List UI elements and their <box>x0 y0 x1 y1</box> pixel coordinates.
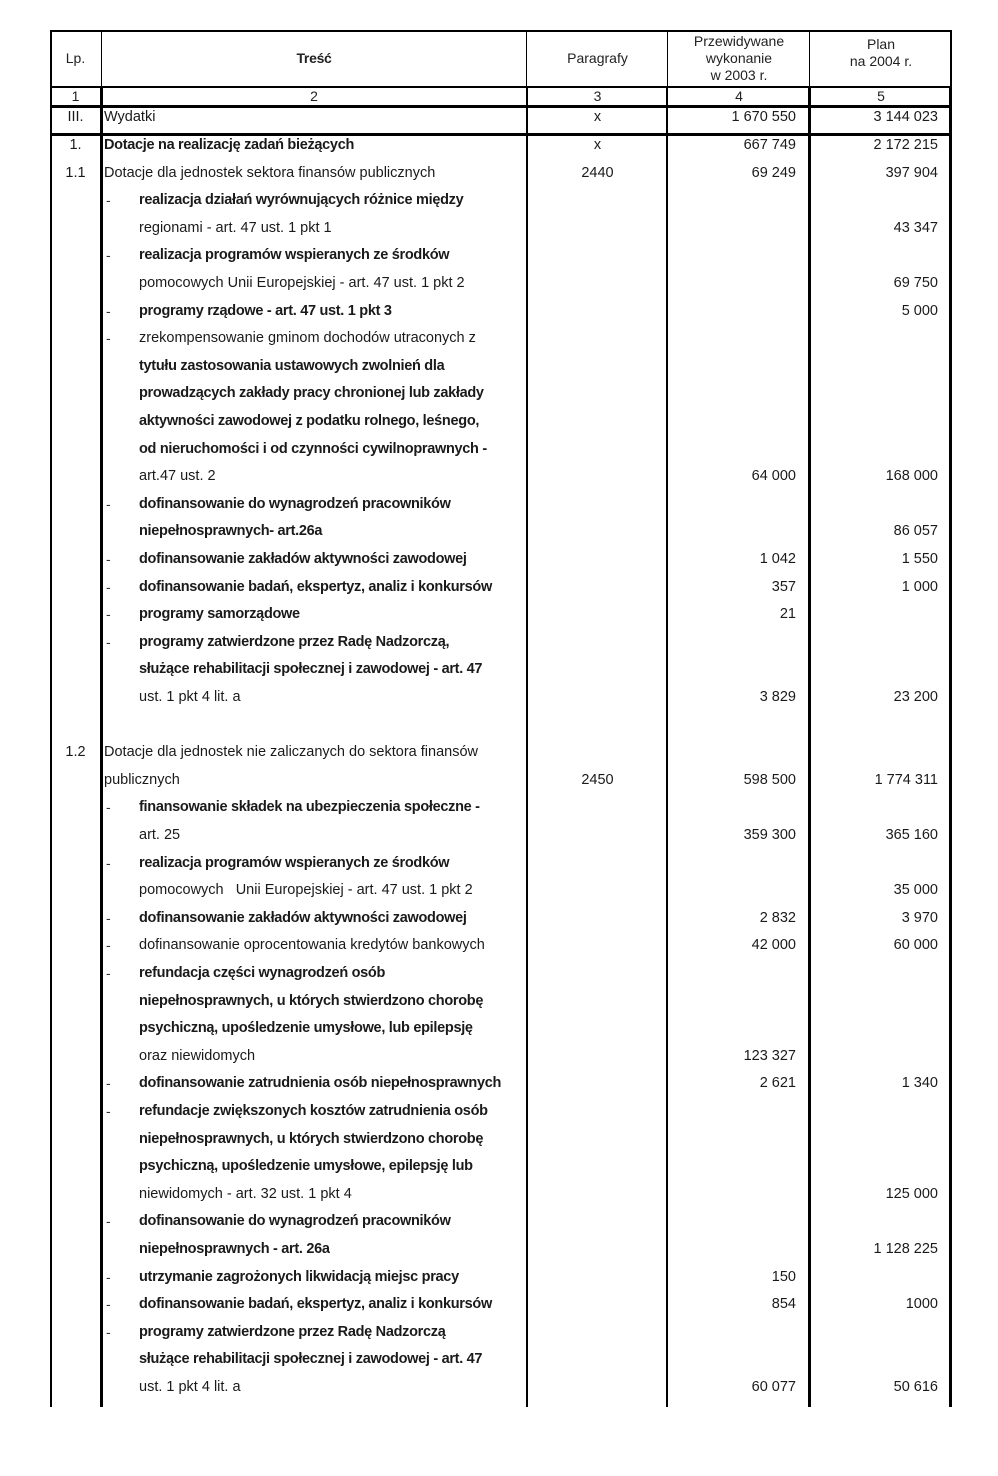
row-text-line: dofinansowanie do wynagrodzeń pracowników <box>139 495 451 512</box>
row-text-line: od nieruchomości i od czynności cywilnoprawnych - <box>139 440 487 457</box>
colnum-3: 3 <box>593 88 602 104</box>
bullet-dash: - <box>106 799 111 816</box>
row-wykonanie-2003: 69 249 <box>751 164 796 181</box>
row-wykonanie-2003: 1 670 550 <box>731 109 796 125</box>
row-text-line: programy zatwierdzone przez Radę Nadzorczą, <box>139 633 450 650</box>
bullet-dash: - <box>106 606 111 623</box>
header-plan <box>810 30 952 76</box>
row-plan-2004: 23 200 <box>893 689 938 705</box>
row-wykonanie-2003: 2 621 <box>759 1075 796 1092</box>
row-text-line: Wydatki <box>104 109 156 125</box>
header-plan-line1: Plan <box>866 36 896 52</box>
col-border-1-header <box>101 30 102 87</box>
bullet-dash: - <box>106 1323 111 1340</box>
row-text-line: dofinansowanie zatrudnienia osób niepełnosprawnych <box>139 1075 502 1092</box>
header-bottom-border <box>50 86 952 88</box>
row-wykonanie-2003: 667 749 <box>743 137 796 153</box>
row-wykonanie-2003: 1 042 <box>759 551 796 567</box>
header-przewidywane-wykonanie <box>668 30 810 87</box>
row-plan-2004: 1 128 225 <box>873 1241 938 1257</box>
row-plan-2004: 69 750 <box>893 275 938 291</box>
row-plan-2004: 397 904 <box>885 164 938 181</box>
row-text-line: realizacja programów wspieranych ze środków <box>139 854 450 871</box>
row-paragraf: x <box>593 137 602 153</box>
row-text-line: niepełnosprawnych, u których stwierdzono chorobę <box>139 1130 484 1147</box>
row-text-line: oraz niewidomych <box>139 1047 256 1064</box>
bullet-dash: - <box>106 965 111 981</box>
row-text-line: art. 25 <box>139 827 181 843</box>
col-border-0 <box>50 87 52 1407</box>
row-text-line: dofinansowanie do wynagrodzeń pracowników <box>139 1213 451 1230</box>
bullet-dash: - <box>106 302 111 319</box>
row-wykonanie-2003: 2 832 <box>759 909 796 926</box>
row-text-line: zrekompensowanie gminom dochodów utraconych z <box>139 330 476 347</box>
row-text-line: realizacja programów wspieranych ze środków <box>139 247 450 264</box>
row-text-line: Dotacje na realizację zadań bieżących <box>104 137 355 153</box>
bullet-dash: - <box>106 551 111 567</box>
row-wykonanie-2003: 359 300 <box>743 827 796 843</box>
col-border-1 <box>100 87 103 1407</box>
row-paragraf: 2450 <box>581 771 614 788</box>
row-text-line: dofinansowanie badań, ekspertyz, analiz i konkursów <box>139 1296 492 1313</box>
header-lp: Lp. <box>65 50 86 66</box>
row-text-line: dofinansowanie zakładów aktywności zawodowej <box>139 551 467 567</box>
row-wykonanie-2003: 357 <box>771 578 796 595</box>
bullet-dash: - <box>106 1103 111 1119</box>
row-iii-bottom-border <box>50 133 952 136</box>
row-plan-2004: 1 000 <box>901 578 938 595</box>
row-wykonanie-2003: 21 <box>779 606 796 623</box>
col-border-5 <box>949 87 952 1407</box>
row-plan-2004: 3 144 023 <box>873 109 938 125</box>
row-plan-2004: 1 340 <box>901 1075 938 1092</box>
row-text-line: pomocowych Unii Europejskiej - art. 47 ust. 1 pkt 2 <box>139 275 465 291</box>
row-plan-2004: 1 550 <box>901 551 938 567</box>
row-text-line: refundacja części wynagrodzeń osób <box>139 965 386 981</box>
bullet-dash: - <box>106 578 111 595</box>
row-wykonanie-2003: 123 327 <box>743 1047 796 1064</box>
colnum-1: 1 <box>71 88 80 104</box>
row-plan-2004: 1000 <box>905 1296 938 1313</box>
header-przewidywane-line1: Przewidywane <box>693 33 785 49</box>
row-text-line: programy zatwierdzone przez Radę Nadzorczą <box>139 1323 446 1340</box>
row-plan-2004: 35 000 <box>893 882 938 899</box>
row-plan-2004: 60 000 <box>893 937 938 954</box>
row-text-line: regionami - art. 47 ust. 1 pkt 1 <box>139 219 332 236</box>
row-text-line: ust. 1 pkt 4 lit. a <box>139 689 241 705</box>
row-text-line: refundacje zwiększonych kosztów zatrudnienia osób <box>139 1103 488 1119</box>
row-text-line: Dotacje dla jednostek nie zaliczanych do sektora finansów <box>104 744 478 761</box>
row-text-line: psychiczną, upośledzenie umysłowe, epilepsję lub <box>139 1158 473 1175</box>
col-border-3-header <box>667 30 668 87</box>
header-paragrafy: Paragrafy <box>567 50 628 66</box>
row-wykonanie-2003: 854 <box>771 1296 796 1313</box>
row-plan-2004: 2 172 215 <box>873 137 938 153</box>
row-text-line: niepełnosprawnych - art. 26a <box>139 1241 330 1257</box>
col-border-4 <box>808 87 811 1407</box>
colnum-2: 2 <box>310 88 318 104</box>
row-plan-2004: 125 000 <box>885 1185 938 1202</box>
row-lp: 1.2 <box>65 744 86 761</box>
col-border-4-header <box>809 30 810 87</box>
bullet-dash: - <box>106 495 111 512</box>
row-text-line: niepełnosprawnych, u których stwierdzono chorobę <box>139 992 484 1009</box>
row-text-line: tytułu zastosowania ustawowych zwolnień dla <box>139 357 445 374</box>
bullet-dash: - <box>106 247 111 264</box>
row-wykonanie-2003: 150 <box>771 1268 796 1285</box>
row-plan-2004: 50 616 <box>893 1379 938 1395</box>
row-paragraf: 2440 <box>581 164 614 181</box>
bullet-dash: - <box>106 192 111 209</box>
row-text-line: służące rehabilitacji społecznej i zawodowej - art. 47 <box>139 1351 483 1368</box>
header-przewidywane-line2: wykonanie <box>705 50 773 66</box>
row-wykonanie-2003: 3 829 <box>759 689 796 705</box>
row-text-line: publicznych <box>104 771 180 788</box>
row-text-line: dofinansowanie badań, ekspertyz, analiz i konkursów <box>139 578 492 595</box>
row-wykonanie-2003: 42 000 <box>751 937 796 954</box>
bullet-dash: - <box>106 1268 111 1285</box>
col-border-2-header <box>526 30 527 87</box>
row-wykonanie-2003: 64 000 <box>751 468 796 485</box>
row-text-line: programy samorządowe <box>139 606 300 623</box>
row-plan-2004: 43 347 <box>893 219 938 236</box>
row-text-line: dofinansowanie oprocentowania kredytów bankowych <box>139 937 485 954</box>
bullet-dash: - <box>106 1075 111 1092</box>
col-border-2 <box>526 87 528 1407</box>
header-przewidywane-line3: w 2003 r. <box>710 67 768 83</box>
row-text-line: utrzymanie zagrożonych likwidacją miejsc pracy <box>139 1268 459 1285</box>
row-wykonanie-2003: 598 500 <box>743 771 796 788</box>
row-text-line: niewidomych - art. 32 ust. 1 pkt 4 <box>139 1185 352 1202</box>
row-plan-2004: 1 774 311 <box>874 771 938 788</box>
row-plan-2004: 5 000 <box>901 302 938 319</box>
row-plan-2004: 3 970 <box>901 909 938 926</box>
bullet-dash: - <box>106 937 111 954</box>
row-lp: III. <box>67 109 84 125</box>
col-border-5-header <box>950 30 952 87</box>
row-lp: 1.1 <box>65 164 86 181</box>
bullet-dash: - <box>106 909 111 926</box>
row-text-line: prowadzących zakłady pracy chronionej lub zakłady <box>139 385 484 402</box>
row-text-line: niepełnosprawnych- art.26a <box>139 523 323 540</box>
row-plan-2004: 86 057 <box>893 523 938 540</box>
row-lp: 1. <box>69 137 82 153</box>
row-text-line: programy rządowe - art. 47 ust. 1 pkt 3 <box>139 302 392 319</box>
row-text-line: służące rehabilitacji społecznej i zawodowej - art. 47 <box>139 661 483 678</box>
table-top-border <box>50 30 952 32</box>
colnum-4: 4 <box>735 88 743 104</box>
row-plan-2004: 168 000 <box>885 468 938 485</box>
bullet-dash: - <box>106 1296 111 1313</box>
row-text-line: dofinansowanie zakładów aktywności zawodowej <box>139 909 467 926</box>
row-text-line: finansowanie składek na ubezpieczenia społeczne - <box>139 799 480 816</box>
row-wykonanie-2003: 60 077 <box>751 1379 796 1395</box>
header-plan-line2: na 2004 r. <box>849 53 913 69</box>
bullet-dash: - <box>106 330 111 347</box>
bullet-dash: - <box>106 1213 111 1230</box>
row-text-line: art.47 ust. 2 <box>139 468 216 485</box>
row-text-line: psychiczną, upośledzenie umysłowe, lub epilepsję <box>139 1020 473 1037</box>
bullet-dash: - <box>106 633 111 650</box>
colnum-5: 5 <box>877 88 885 104</box>
bullet-dash: - <box>106 854 111 871</box>
row-plan-2004: 365 160 <box>885 827 938 843</box>
row-text-line: pomocowych Unii Europejskiej - art. 47 ust. 1 pkt 2 <box>139 882 473 899</box>
row-paragraf: x <box>593 109 602 125</box>
header-tresc: Treść <box>296 50 332 66</box>
col-border-3 <box>666 87 668 1407</box>
row-text-line: aktywności zawodowej z podatku rolnego, leśnego, <box>139 413 480 429</box>
row-text-line: realizacja działań wyrównujących różnice między <box>139 192 464 209</box>
row-text-line: Dotacje dla jednostek sektora finansów publicznych <box>104 164 436 181</box>
row-text-line: ust. 1 pkt 4 lit. a <box>139 1379 241 1395</box>
colnum-bottom-border <box>50 105 952 108</box>
